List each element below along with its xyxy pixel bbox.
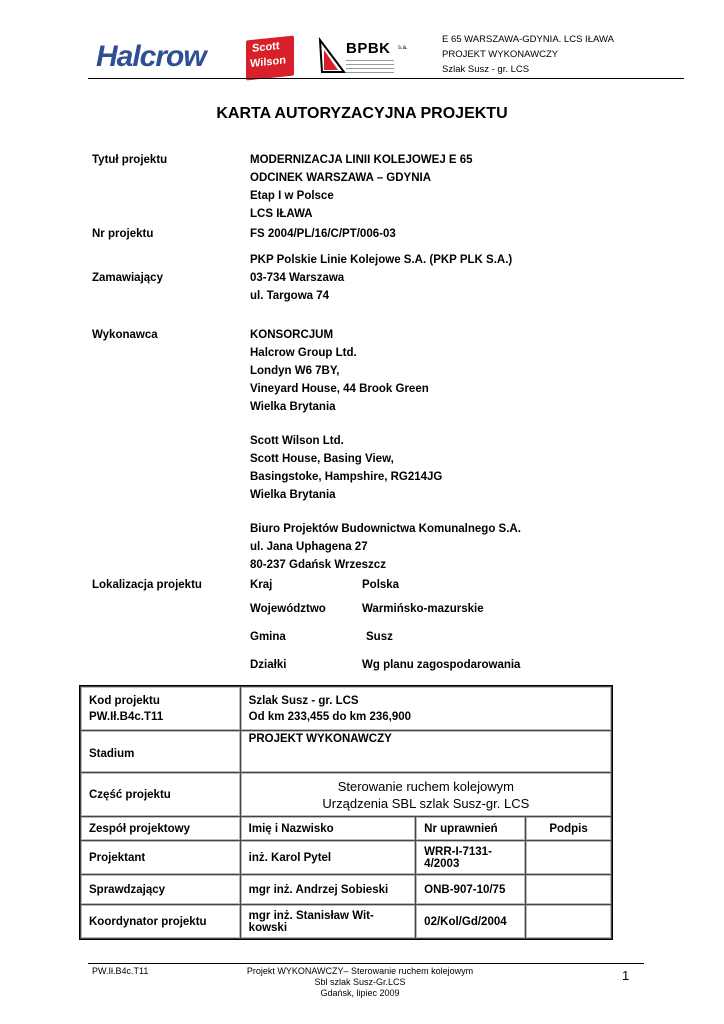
project-section-cell — [240, 687, 611, 731]
contractor-line: ul. Jana Uphagena 27 — [250, 541, 368, 553]
bpbk-logo-text: BPBK — [346, 40, 391, 57]
project-section-km: Od km 233,455 do km 236,900 — [248, 710, 412, 723]
team-member-name: inż. Karol Pytel — [240, 841, 416, 875]
location-country-key: Kraj — [250, 579, 273, 591]
stage-value: PROJEKT WYKONAWCZY — [240, 731, 611, 773]
project-title-value — [250, 151, 473, 223]
team-signature — [526, 875, 612, 905]
table-row — [81, 773, 612, 817]
page-title: KARTA AUTORYZACYJNA PROJEKTU — [216, 105, 508, 122]
team-license-number: WRR-I-7131-4/2003 — [416, 841, 526, 875]
contractor-line: Scott Wilson Ltd. — [250, 435, 344, 447]
location-plots-key: Działki — [250, 659, 287, 671]
stage-label: Stadium — [81, 731, 241, 773]
project-title-label: Tytuł projektu — [92, 154, 168, 166]
team-signature — [526, 905, 612, 939]
location-voivodeship-key: Województwo — [250, 603, 326, 615]
table-row — [81, 841, 612, 875]
footer-line: Gdańsk, lipiec 2009 — [320, 988, 400, 998]
part-label: Część projektu — [81, 773, 241, 817]
header-divider — [88, 78, 684, 79]
scott-wilson-logo-text-1: Scott — [252, 40, 280, 55]
scott-wilson-logo-text-2: Wilson — [250, 54, 286, 71]
bpbk-logo-suffix: s.a. — [398, 45, 408, 51]
project-number-value: FS 2004/PL/16/C/PT/006-03 — [250, 228, 396, 240]
location-municipality-value: Susz — [366, 631, 393, 643]
project-number-label: Nr projektu — [92, 228, 154, 240]
client-label: Zamawiający — [92, 272, 163, 284]
bpbk-logo-fineprint — [346, 58, 394, 76]
contractor-line: KONSORCJUM — [250, 329, 334, 341]
location-label: Lokalizacja projektu — [92, 579, 202, 591]
contractor-block-halcrow — [250, 326, 429, 416]
team-member-name: mgr inż. Andrzej Sobieski — [240, 875, 416, 905]
team-license-number: ONB-907-10/75 — [416, 875, 526, 905]
contractor-block-bpbk — [250, 520, 521, 574]
column-header-signature: Podpis — [526, 817, 612, 841]
part-value-line2: Urządzenia SBL szlak Susz-gr. LCS — [322, 795, 530, 811]
team-role: Sprawdzający — [81, 875, 241, 905]
project-details-table — [80, 686, 612, 939]
team-signature — [526, 841, 612, 875]
header-project-line3: Szlak Susz - gr. LCS — [442, 64, 530, 75]
team-role: Koordynator projektu — [81, 905, 241, 939]
location-country-value: Polska — [362, 579, 400, 591]
part-value-line1: Sterowanie ruchem kolejowym — [337, 778, 514, 794]
contractor-line: Scott House, Basing View, — [250, 453, 394, 465]
team-role: Projektant — [81, 841, 241, 875]
team-member-name: mgr inż. Stanisław Wit-kowski — [240, 905, 416, 939]
team-license-number: 02/Kol/Gd/2004 — [416, 905, 526, 939]
client-line: 03-734 Warszawa — [250, 272, 345, 284]
page-number: 1 — [622, 968, 630, 983]
contractor-line: Wielka Brytania — [250, 489, 336, 501]
project-section-name: Szlak Susz - gr. LCS — [248, 694, 359, 707]
column-header-license: Nr uprawnień — [416, 817, 526, 841]
table-row — [81, 905, 612, 939]
contractor-line: Biuro Projektów Budownictwa Komunalnego S.A. — [250, 523, 521, 535]
contractor-line: Londyn W6 7BY, — [250, 365, 340, 377]
header-project-line1: E 65 WARSZAWA-GDYNIA. LCS IŁAWA — [442, 34, 614, 45]
bpbk-emblem-icon — [318, 36, 348, 76]
footer-line: Sbl szlak Susz-Gr.LCS — [314, 977, 406, 987]
project-code-label: Kod projektu — [89, 694, 160, 707]
location-voivodeship-value: Warmińsko-mazurskie — [362, 603, 484, 615]
contractor-line: 80-237 Gdańsk Wrzeszcz — [250, 559, 386, 571]
client-line: PKP Polskie Linie Kolejowe S.A. (PKP PLK S.A.) — [250, 254, 513, 266]
contractor-line: Vineyard House, 44 Brook Green — [250, 383, 429, 395]
project-code-label-cell — [81, 687, 241, 731]
project-code-value: PW.Ił.B4c.T11 — [89, 710, 164, 723]
bpbk-logo — [318, 36, 428, 80]
contractor-label: Wykonawca — [92, 329, 158, 341]
table-header-row — [81, 817, 612, 841]
halcrow-logo: Halcrow — [96, 40, 206, 73]
contractor-line: Halcrow Group Ltd. — [250, 347, 357, 359]
footer-line: Projekt WYKONAWCZY– Sterowanie ruchem kolejowym — [246, 966, 474, 976]
contractor-line: Wielka Brytania — [250, 401, 336, 413]
project-title-line: MODERNIZACJA LINII KOLEJOWEJ E 65 — [250, 154, 473, 166]
project-title-line: ODCINEK WARSZAWA – GDYNIA — [250, 172, 432, 184]
header-project-line2: PROJEKT WYKONAWCZY — [442, 49, 559, 60]
part-value-cell — [240, 773, 611, 817]
client-value — [250, 251, 512, 305]
footer-description — [220, 966, 500, 999]
scott-wilson-logo — [246, 35, 294, 80]
project-title-line: Etap I w Polsce — [250, 190, 334, 202]
table-row — [81, 687, 612, 731]
client-line: ul. Targowa 74 — [250, 290, 330, 302]
location-plots-value: Wg planu zagospodarowania — [362, 659, 521, 671]
column-header-team: Zespół projektowy — [81, 817, 241, 841]
footer-project-code: PW.Ił.B4c.T11 — [92, 966, 149, 976]
table-row — [81, 731, 612, 773]
location-municipality-key: Gmina — [250, 631, 286, 643]
contractor-line: Basingstoke, Hampshire, RG214JG — [250, 471, 443, 483]
column-header-name: Imię i Nazwisko — [240, 817, 416, 841]
footer-divider — [88, 963, 644, 964]
table-row — [81, 875, 612, 905]
project-title-line: LCS IŁAWA — [250, 208, 313, 220]
contractor-block-scott-wilson — [250, 432, 442, 504]
